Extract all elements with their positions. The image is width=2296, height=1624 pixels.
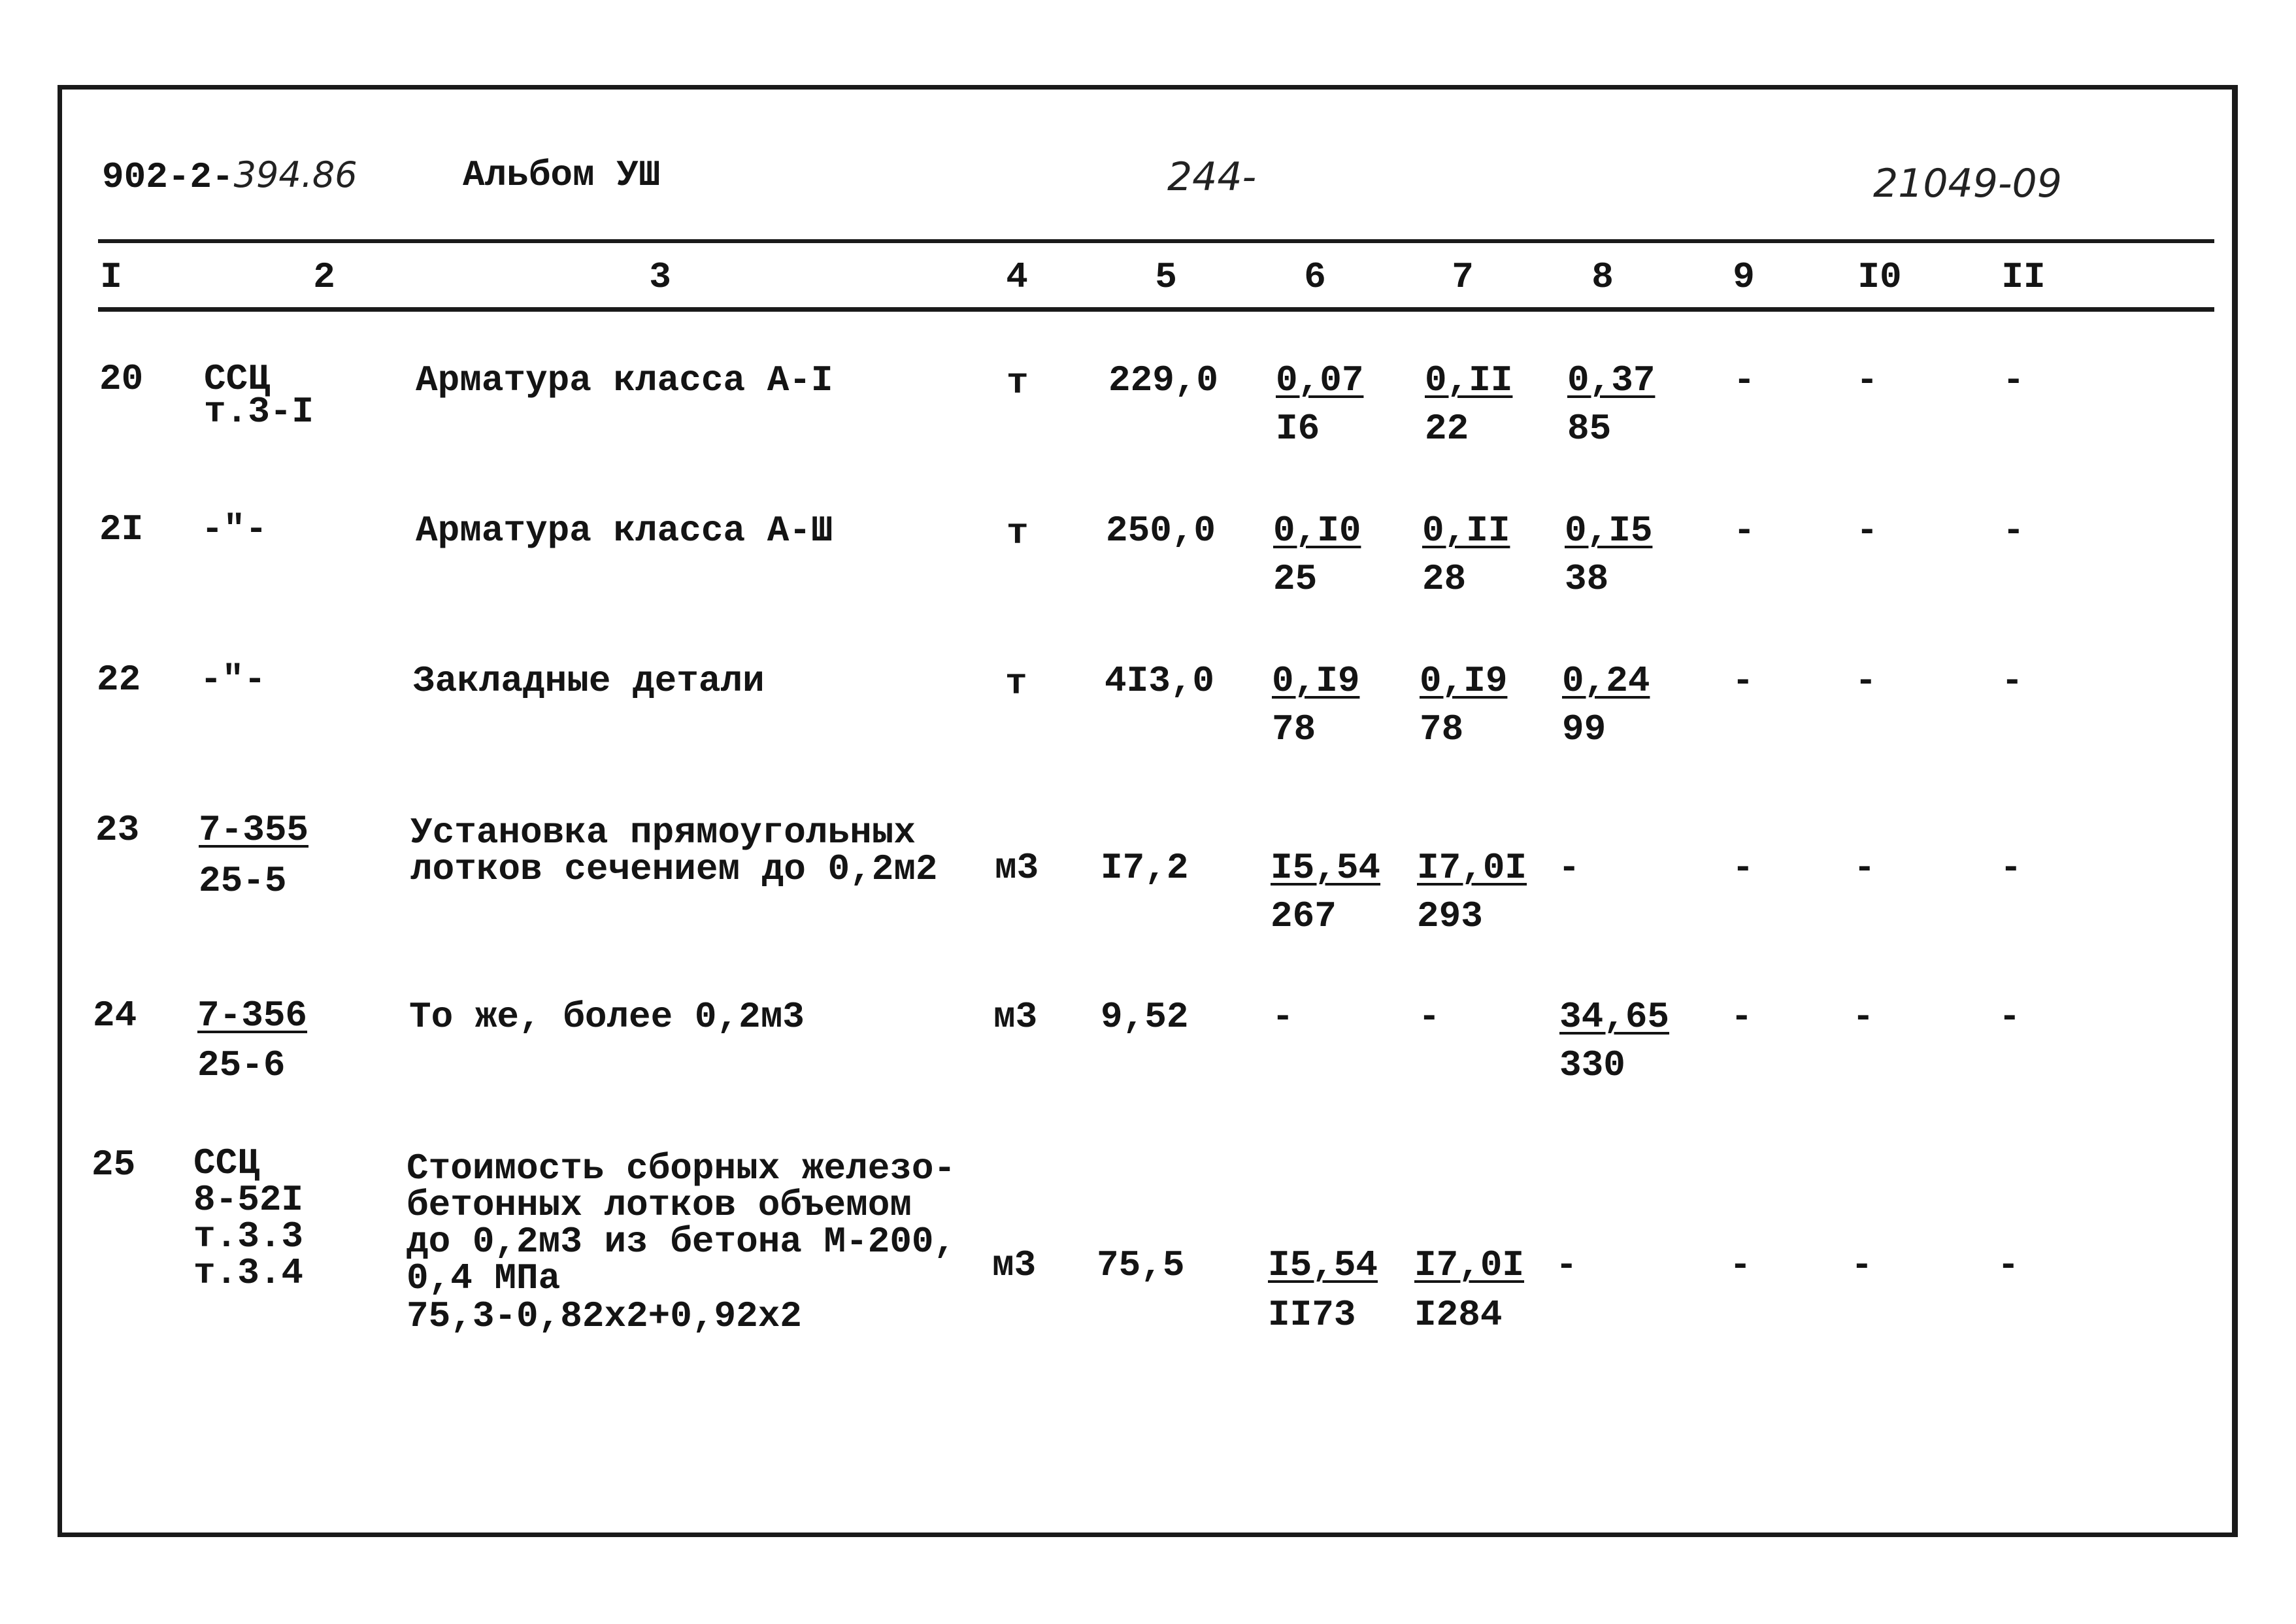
col-10: I0 bbox=[1857, 256, 1902, 298]
row-21-num: 2I bbox=[99, 508, 144, 550]
row-21-ref-top: -"- bbox=[201, 508, 267, 550]
row-23-num: 23 bbox=[95, 809, 140, 851]
row-24-num: 24 bbox=[93, 995, 137, 1036]
col-5: 5 bbox=[1155, 256, 1177, 298]
row-24-c11: - bbox=[1999, 996, 2021, 1038]
row-20-ref-bottom: т.3-I bbox=[204, 391, 314, 433]
col-11: II bbox=[2001, 256, 2046, 298]
row-24-c8-bottom: 330 bbox=[1559, 1044, 1625, 1086]
row-21-c7-bottom: 28 bbox=[1422, 558, 1467, 600]
row-22-unit: т bbox=[1005, 663, 1027, 704]
row-24-c7: - bbox=[1418, 996, 1440, 1038]
row-25-c6-top: I5,54 bbox=[1268, 1244, 1378, 1286]
row-24-c6: - bbox=[1272, 996, 1294, 1038]
row-20-c7-top: 0,II bbox=[1425, 359, 1513, 401]
row-20-c11: - bbox=[2003, 359, 2025, 401]
row-21-unit: т bbox=[1007, 512, 1029, 554]
col-9: 9 bbox=[1733, 256, 1755, 298]
row-20-c6-top: 0,07 bbox=[1276, 359, 1364, 401]
row-21-c10: - bbox=[1856, 510, 1878, 552]
row-20-c6-bottom: I6 bbox=[1276, 408, 1320, 450]
row-22-c8-bottom: 99 bbox=[1562, 708, 1606, 750]
row-25-c6-bottom: II73 bbox=[1268, 1294, 1356, 1336]
row-23-c7-top: I7,0I bbox=[1417, 847, 1527, 889]
row-22-num: 22 bbox=[97, 659, 141, 701]
row-22-c6-bottom: 78 bbox=[1272, 708, 1316, 750]
row-21-c8-top: 0,I5 bbox=[1565, 510, 1653, 552]
row-22-c8-top: 0,24 bbox=[1562, 660, 1650, 702]
row-20-num: 20 bbox=[99, 358, 144, 400]
doc-code: 21049-09 bbox=[1873, 161, 2062, 207]
row-24-desc: То же, более 0,2м3 bbox=[409, 996, 805, 1038]
row-25-c9: - bbox=[1729, 1244, 1752, 1286]
row-20-desc: Арматура класса А-I bbox=[416, 359, 833, 401]
row-25-c7-top: I7,0I bbox=[1414, 1244, 1525, 1286]
row-22-desc: Закладные детали bbox=[413, 660, 765, 702]
row-21-c8-bottom: 38 bbox=[1565, 558, 1609, 600]
row-23-c8: - bbox=[1558, 847, 1580, 889]
row-22-c7-top: 0,I9 bbox=[1420, 660, 1508, 702]
row-22-c11: - bbox=[2001, 660, 2023, 702]
row-22-ref-top: -"- bbox=[200, 659, 266, 701]
row-25-ref: ССЦ 8-52I т.3.3 т.3.4 bbox=[193, 1142, 304, 1294]
row-21-c7-top: 0,II bbox=[1422, 510, 1510, 552]
row-21-qty: 250,0 bbox=[1106, 510, 1216, 552]
row-21-c9: - bbox=[1733, 510, 1755, 552]
header-rule-top bbox=[98, 239, 2214, 243]
row-22-c7-bottom: 78 bbox=[1420, 708, 1464, 750]
row-20-ref-top: ССЦ bbox=[204, 358, 270, 400]
row-21-c6-top: 0,I0 bbox=[1273, 510, 1361, 552]
row-23-c6-top: I5,54 bbox=[1271, 847, 1381, 889]
header-rule-bottom bbox=[98, 307, 2214, 312]
row-20-unit: т bbox=[1007, 362, 1029, 404]
row-20-c10: - bbox=[1856, 359, 1878, 401]
col-3: 3 bbox=[649, 256, 671, 298]
row-23-unit: м3 bbox=[995, 847, 1039, 889]
series-code: 902-2-394.86 bbox=[102, 154, 358, 198]
row-20-c9: - bbox=[1733, 359, 1755, 401]
row-24-qty: 9,52 bbox=[1101, 996, 1189, 1038]
col-4: 4 bbox=[1006, 256, 1028, 298]
row-25-qty: 75,5 bbox=[1097, 1244, 1185, 1286]
page-number: 244- bbox=[1167, 154, 1257, 200]
row-24-c10: - bbox=[1852, 996, 1874, 1038]
row-23-c6-bottom: 267 bbox=[1271, 895, 1337, 937]
row-25-c11: - bbox=[1997, 1244, 2020, 1286]
row-23-desc: Установка прямоугольных лотков сечением до 0,2м2 bbox=[410, 812, 938, 890]
row-23-c9: - bbox=[1732, 847, 1754, 889]
album-title: Альбом УШ bbox=[463, 154, 661, 196]
row-21-c6-bottom: 25 bbox=[1273, 558, 1318, 600]
row-22-c9: - bbox=[1732, 660, 1754, 702]
col-6: 6 bbox=[1304, 256, 1326, 298]
row-23-c11: - bbox=[2000, 847, 2022, 889]
row-25-c10: - bbox=[1851, 1244, 1873, 1286]
row-21-desc: Арматура класса А-Ш bbox=[416, 510, 833, 552]
row-20-c8-bottom: 85 bbox=[1567, 408, 1612, 450]
row-20-qty: 229,0 bbox=[1108, 359, 1219, 401]
row-20-c7-bottom: 22 bbox=[1425, 408, 1469, 450]
row-22-qty: 4I3,0 bbox=[1105, 660, 1215, 702]
row-24-unit: м3 bbox=[993, 996, 1038, 1038]
document-frame bbox=[58, 85, 2238, 1537]
row-23-qty: I7,2 bbox=[1101, 847, 1189, 889]
row-22-c6-top: 0,I9 bbox=[1272, 660, 1360, 702]
row-25-c8: - bbox=[1556, 1244, 1578, 1286]
row-24-ref-top: 7-356 bbox=[197, 995, 308, 1036]
row-25-unit: м3 bbox=[992, 1244, 1037, 1286]
col-2: 2 bbox=[313, 256, 335, 298]
row-25-c7-bottom: I284 bbox=[1414, 1294, 1503, 1336]
row-21-c11: - bbox=[2003, 510, 2025, 552]
row-25-num: 25 bbox=[92, 1144, 136, 1185]
row-20-c8-top: 0,37 bbox=[1567, 359, 1655, 401]
row-23-c10: - bbox=[1854, 847, 1876, 889]
series-handwritten: 394.86 bbox=[233, 154, 358, 195]
col-8: 8 bbox=[1591, 256, 1614, 298]
row-24-c8-top: 34,65 bbox=[1559, 996, 1670, 1038]
row-24-ref-bottom: 25-6 bbox=[197, 1044, 286, 1086]
row-25-desc-formula: 75,3-0,82х2+0,92х2 bbox=[407, 1295, 802, 1337]
row-23-ref-top: 7-355 bbox=[199, 809, 309, 851]
col-7: 7 bbox=[1452, 256, 1474, 298]
row-23-ref-bottom: 25-5 bbox=[199, 860, 287, 902]
row-22-c10: - bbox=[1855, 660, 1877, 702]
row-23-c7-bottom: 293 bbox=[1417, 895, 1483, 937]
row-24-c9: - bbox=[1731, 996, 1753, 1038]
row-25-desc: Стоимость сборных железо- бетонных лотков объемом до 0,2м3 из бетона М-200, 0,4 МПа bbox=[407, 1148, 956, 1299]
col-1: I bbox=[100, 256, 122, 298]
